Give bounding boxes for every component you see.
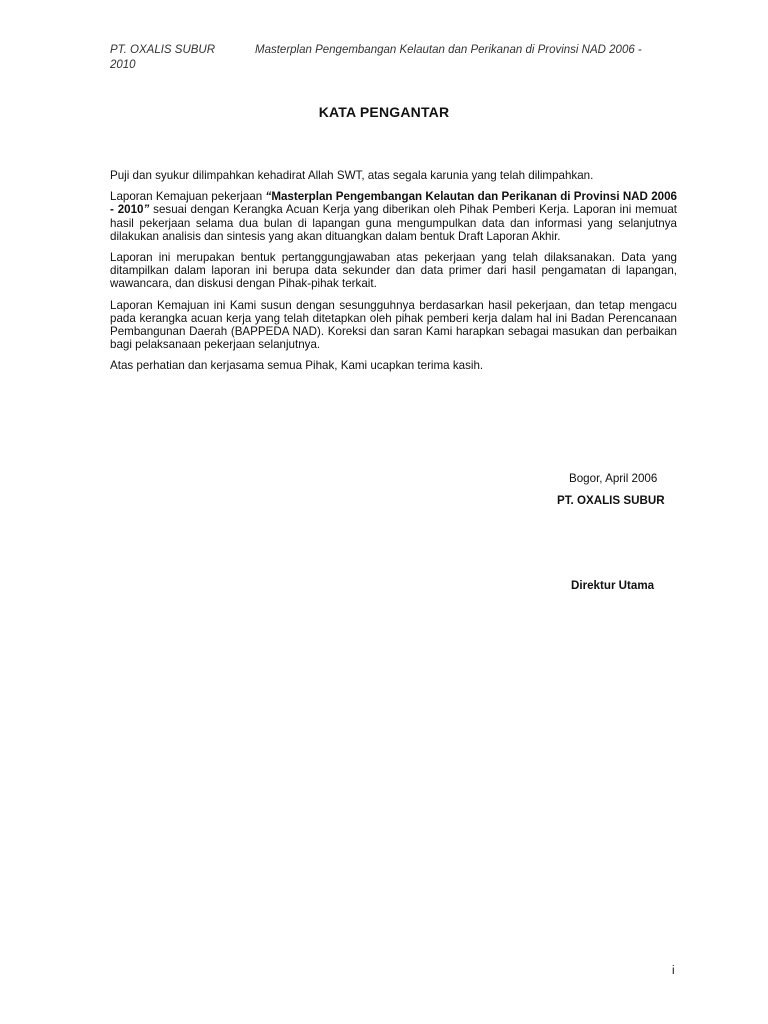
quote-close: ” [143,203,150,217]
header-company: PT. OXALIS SUBUR [110,44,216,56]
signoff-company: PT. OXALIS SUBUR [557,494,665,507]
paragraph-intro-text: Laporan Kemajuan pekerjaan [110,190,266,204]
signoff-place-date: Bogor, April 2006 [569,472,658,485]
signoff-position: Direktur Utama [571,579,655,592]
document-body [110,169,677,381]
paragraph-responsibility: Laporan ini merupakan bentuk pertanggungjawaban atas pekerjaan yang telah dilaksanakan. Data yang ditampilkan dalam laporan ini berupa data sekunder dan data primer dari hasil pengamatan di lapangan, wawancara, dan diskusi dengan Pihak-pihak terkait. [110,251,677,291]
header-document-title: Masterplan Pengembangan Kelautan dan Perikanan di Provinsi NAD 2006 - [255,44,642,56]
paragraph-description-text: sesuai dengan Kerangka Acuan Kerja yang diberikan oleh Pihak Pemberi Kerja. Laporan ini memuat hasil pekerjaan selama dua bulan di lapangan guna mengumpulkan data dan informasi yang selanjutnya dilakukan analisis dan sintesis yang akan dituangkan dalam bentuk Draft Laporan Akhir. [110,203,677,243]
header-title-continuation: 2010 [110,59,136,71]
page-header [110,43,680,73]
page-number: i [672,965,675,977]
page-title: KATA PENGANTAR [318,104,450,120]
project-title: Masterplan Pengembangan Kelautan dan Perikanan di Provinsi NAD 2006 - 2010 [110,190,677,217]
paragraph-gratitude: Puji dan syukur dilimpahkan kehadirat Allah SWT, atas segala karunia yang telah dilimpahkan. [110,169,594,182]
paragraph-preparation: Laporan Kemajuan ini Kami susun dengan sesungguhnya berdasarkan hasil pekerjaan, dan tetap mengacu pada kerangka acuan kerja yang telah ditetapkan oleh pihak pemberi kerja dalam hal ini Badan Perencanaan Pembangunan Daerah (BAPPEDA NAD). Koreksi dan saran Kami harapkan sebagai masukan dan perbaikan bagi pelaksanaan pekerjaan selanjutnya. [110,298,677,352]
quote-open: “ [265,190,272,204]
header-row [110,43,680,58]
paragraph-report-description [110,190,677,243]
paragraph-thanks: Atas perhatian dan kerjasama semua Pihak, Kami ucapkan terima kasih. [110,359,484,373]
